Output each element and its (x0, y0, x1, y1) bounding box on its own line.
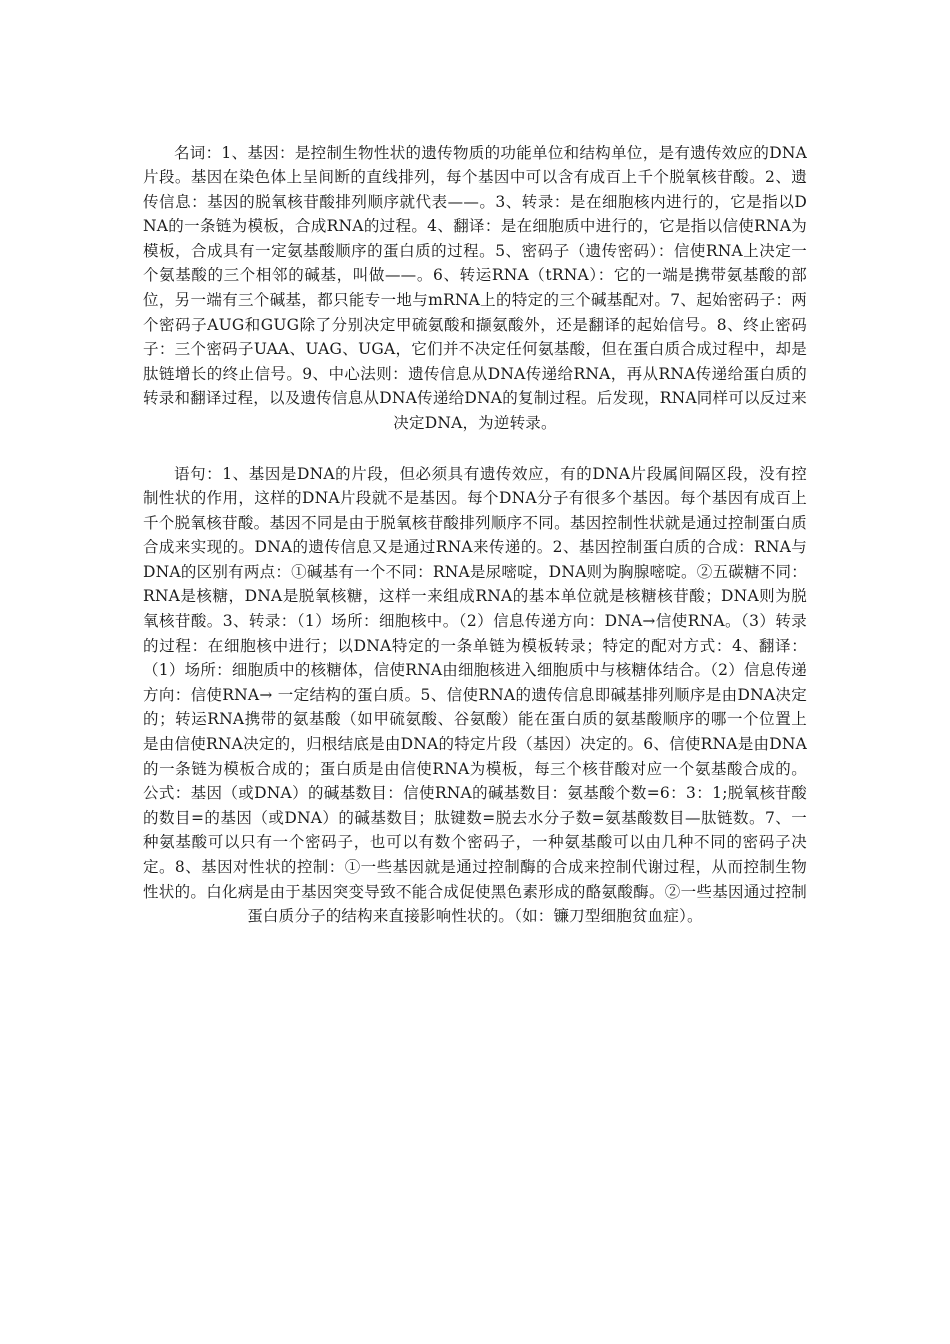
sentences-paragraph: 语句：1、基因是DNA的片段，但必须具有遗传效应，有的DNA片段属间隔区段，没有控制性状的作用，这样的DNA片段就不是基因。每个DNA分子有很多个基因。每个基因有成百上千个脱氧核苷酸。基因不同是由于脱氧核苷酸排列顺序不同。基因控制性状就是通过控制蛋白质合成来实现的。DNA的遗传信息又是通过RNA来传递的。2、基因控制蛋白质的合成：RNA与DNA的区别有两点：①碱基有一个不同：RNA是尿嘧啶，DNA则为胸腺嘧啶。②五碳糖不同：RNA是核糖，DNA是脱氧核糖，这样一来组成RNA的基本单位就是核糖核苷酸；DNA则为脱氧核苷酸。3、转录：（1）场所：细胞核中。（2）信息传递方向：DNA→信使RNA。（3）转录的过程：在细胞核中进行；以DNA特定的一条单链为模板转录；特定的配对方式：4、翻译：（1）场所：细胞质中的核糖体，信使RNA由细胞核进入细胞质中与核糖体结合。（2）信息传递方向：信使RNA→ 一定结构的蛋白质。5、信使RNA的遗传信息即碱基排列顺序是由DNA决定的；转运RNA携带的氨基酸（如甲硫氨酸、谷氨酸）能在蛋白质的氨基酸顺序的哪一个位置上是由信使RNA决定的，归根结底是由DNA的特定片段（基因）决定的。6、信使RNA是由DNA的一条链为模板合成的；蛋白质是由信使RNA为模板，每三个核苷酸对应一个氨基酸合成的。公式：基因（或DNA）的碱基数目：信使RNA的碱基数目：氨基酸个数=6：3：1;脱氧核苷酸的数目=的基因（或DNA）的碱基数目；肽键数=脱去水分子数=氨基酸数目—肽链数。7、一种氨基酸可以只有一个密码子，也可以有数个密码子，一种氨基酸可以由几种不同的密码子决定。8、基因对性状的控制：①一些基因就是通过控制酶的合成来控制代谢过程，从而控制生物性状的。白化病是由于基因突变导致不能合成促使黑色素形成的酪氨酸酶。②一些基因通过控制蛋白质分子的结构来直接影响性状的。（如：镰刀型细胞贫血症）。 (143, 464, 807, 926)
terms-paragraph: 名词：1、基因：是控制生物性状的遗传物质的功能单位和结构单位，是有遗传效应的DNA片段。基因在染色体上呈间断的直线排列，每个基因中可以含有成百上千个脱氧核苷酸。2、遗传信息：基因的脱氧核苷酸排列顺序就代表——。3、转录：是在细胞核内进行的，它是指以DNA的一条链为模板，合成RNA的过程。4、翻译：是在细胞质中进行的，它是指以信使RNA为模板，合成具有一定氨基酸顺序的蛋白质的过程。5、密码子（遗传密码）：信使RNA上决定一个氨基酸的三个相邻的碱基，叫做——。6、转运RNA（tRNA）：它的一端是携带氨基酸的部位，另一端有三个碱基，都只能专一地与mRNA上的特定的三个碱基配对。7、起始密码子：两个密码子AUG和GUG除了分别决定甲硫氨酸和撷氨酸外，还是翻译的起始信号。8、终止密码子：三个密码子UAA、UAG、UGA，它们并不决定任何氨基酸，但在蛋白质合成过程中，却是肽链增长的终止信号。9、中心法则：遗传信息从DNA传递给RNA，再从RNA传递给蛋白质的转录和翻译过程，以及遗传信息从DNA传递给DNA的复制过程。后发现，RNA同样可以反过来决定DNA，为逆转录。 (143, 143, 807, 433)
